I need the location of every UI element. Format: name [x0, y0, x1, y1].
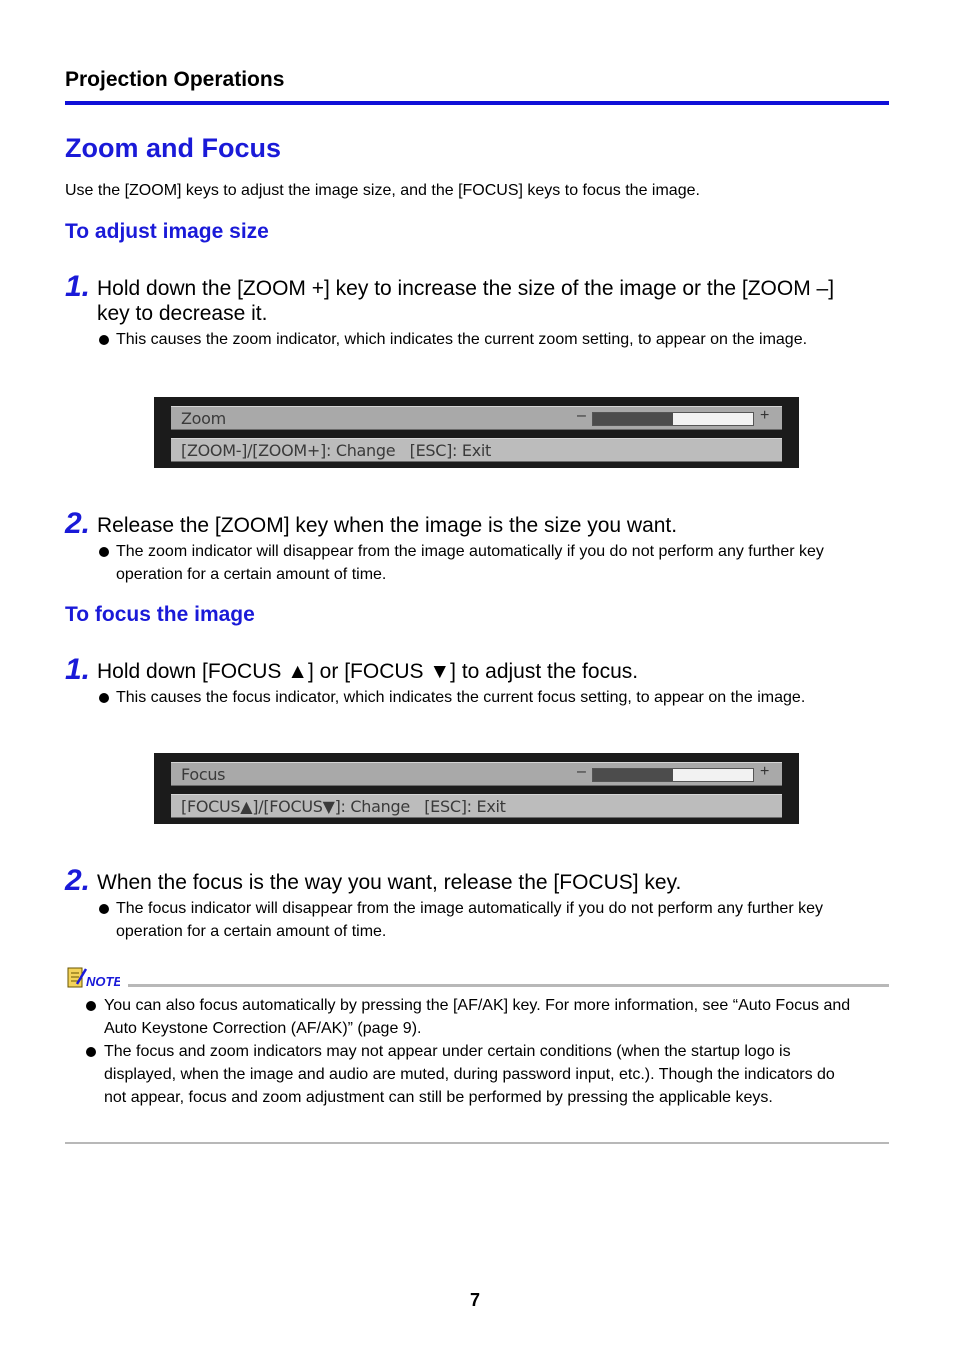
zoom-level-fill — [593, 413, 673, 425]
note-icon-label: NOTE — [86, 974, 120, 989]
focus-level-bar — [592, 768, 754, 782]
plus-icon: + — [760, 763, 770, 780]
note-icon — [66, 966, 120, 990]
page-title: Zoom and Focus — [65, 133, 281, 163]
bullet-text: This causes the focus indicator, which indicates the current focus setting, to appear on the image. — [116, 689, 806, 706]
header-rule — [65, 101, 889, 105]
bullet-text: The zoom indicator will disappear from the image automatically if you do not perform any further key operation for a certain amount of time. — [116, 543, 824, 583]
note-item-text: The focus and zoom indicators may not appear under certain conditions (when the startup logo is displayed, when the image and audio are muted, during password input, etc.). Though the indicators do not appear, focus and zoom adjustment can still be performed by pressing the applicable keys. — [104, 1043, 835, 1106]
bullet-dot-icon — [86, 1001, 96, 1011]
bullet-dot-icon — [99, 547, 109, 557]
zoom-indicator-bar-row — [171, 406, 782, 430]
step-bullet — [97, 328, 856, 351]
minus-icon: – — [577, 763, 586, 780]
step-number: 2. — [65, 507, 91, 540]
step-number: 2. — [65, 864, 91, 897]
section-label: Projection Operations — [65, 68, 285, 91]
focus-indicator-hint: [FOCUS▲]/[FOCUS▼]: Change [ESC]: Exit — [181, 797, 506, 816]
step-text: When the focus is the way you want, release the [FOCUS] key. — [97, 871, 682, 894]
step-number: 1. — [65, 270, 91, 303]
step-bullet — [97, 686, 856, 709]
minus-icon: – — [577, 407, 586, 424]
focus-indicator — [154, 753, 799, 824]
step-number: 1. — [65, 653, 91, 686]
focus-indicator-bar-row — [171, 762, 782, 786]
zoom-indicator — [154, 397, 799, 468]
focus-level-fill — [593, 769, 673, 781]
bullet-dot-icon — [99, 693, 109, 703]
plus-icon: + — [760, 407, 770, 424]
focus-heading: To focus the image — [65, 603, 255, 626]
zoom-indicator-hint: [ZOOM-]/[ZOOM+]: Change [ESC]: Exit — [181, 441, 492, 460]
zoom-indicator-hint-row — [171, 438, 782, 462]
bullet-text: This causes the zoom indicator, which indicates the current zoom setting, to appear on the image. — [116, 331, 808, 348]
page-number: 7 — [470, 1290, 481, 1310]
bullet-dot-icon — [86, 1047, 96, 1057]
step-text: Hold down [FOCUS ▲] or [FOCUS ▼] to adjust the focus. — [97, 660, 639, 683]
step-text: Hold down the [ZOOM +] key to increase the size of the image or the [ZOOM –] key to decrease it. — [97, 277, 835, 325]
step-bullet — [97, 540, 836, 586]
step-bullet — [97, 897, 836, 943]
zoom-indicator-label: Zoom — [181, 409, 226, 428]
focus-indicator-hint-row — [171, 794, 782, 818]
note-icon-graphic — [66, 966, 120, 990]
note-item-text: You can also focus automatically by pressing the [AF/AK] key. For more information, see “Auto Focus and Auto Keystone Correction (AF/AK)” (page 9). — [104, 997, 851, 1037]
bullet-dot-icon — [99, 335, 109, 345]
bullet-dot-icon — [99, 904, 109, 914]
zoom-heading: To adjust image size — [65, 220, 269, 243]
focus-indicator-label: Focus — [181, 765, 226, 784]
note-bottom-rule — [65, 1142, 889, 1144]
step-text: Release the [ZOOM] key when the image is the size you want. — [97, 514, 678, 537]
intro-paragraph: Use the [ZOOM] keys to adjust the image size, and the [FOCUS] keys to focus the image. — [65, 182, 700, 199]
note-item — [84, 1040, 844, 1109]
bullet-text: The focus indicator will disappear from the image automatically if you do not perform any further key operation for a certain amount of time. — [116, 900, 823, 940]
note-rule — [128, 984, 889, 987]
zoom-level-bar — [592, 412, 754, 426]
note-item — [84, 994, 864, 1040]
